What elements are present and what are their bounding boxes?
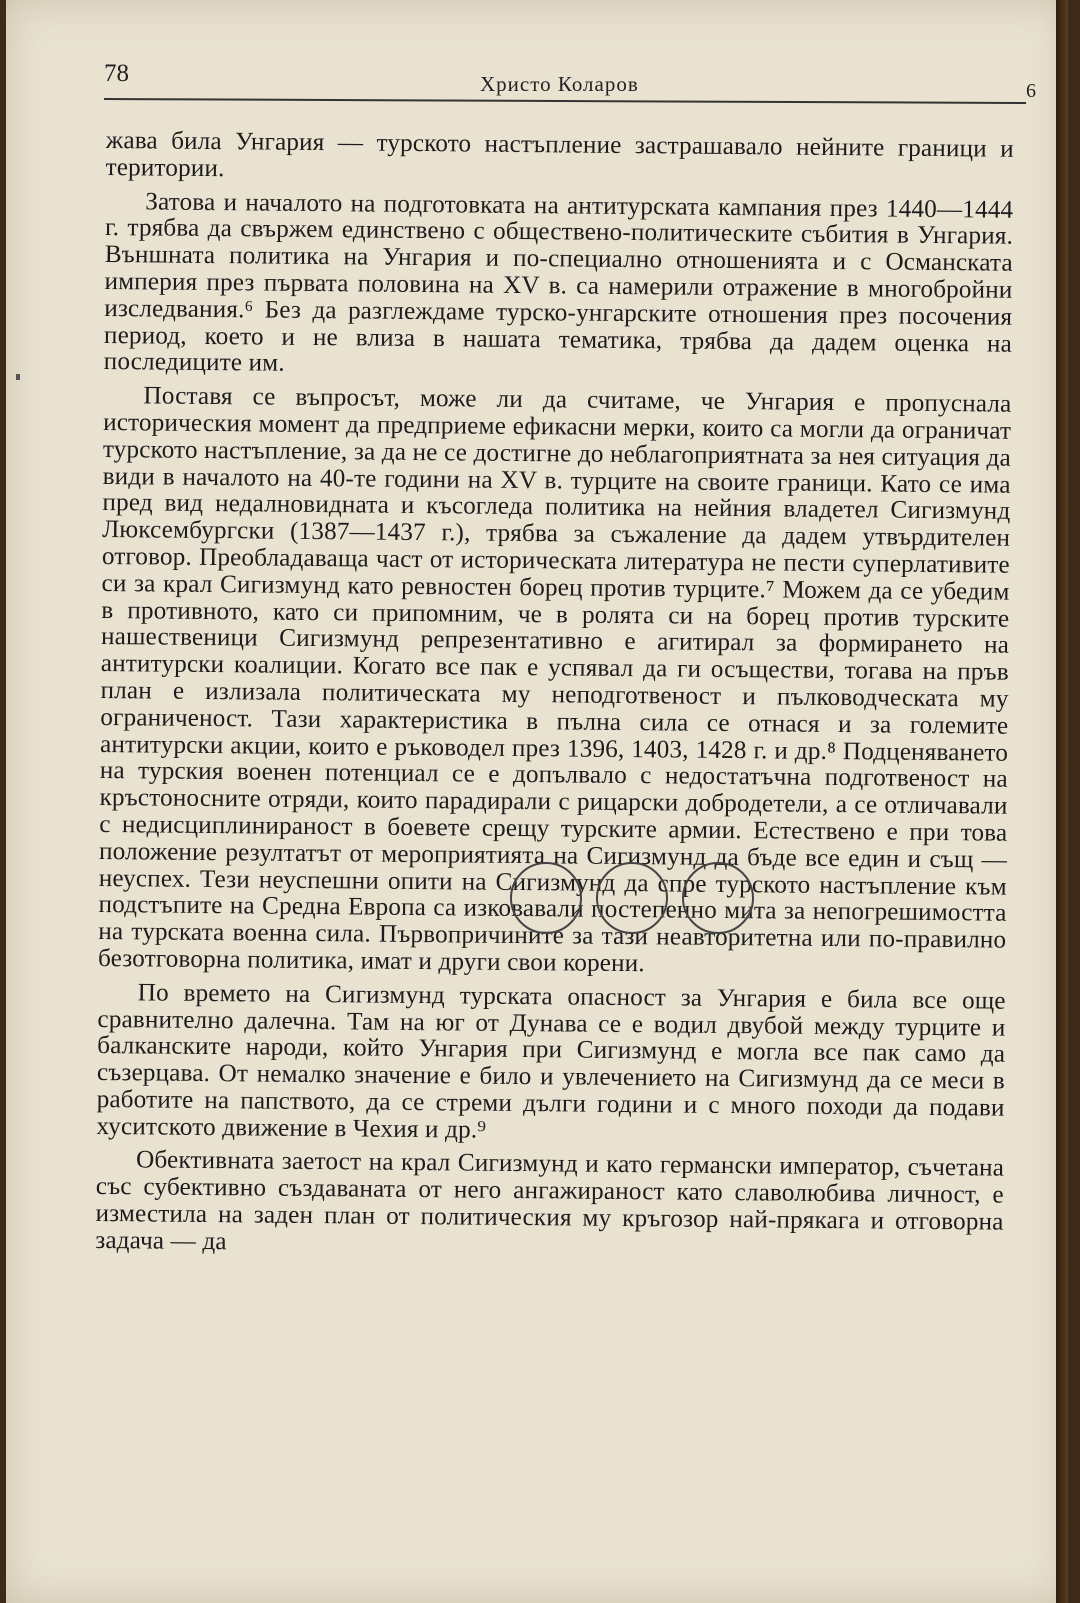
paragraph: Поставя се въпросът, може ли да считаме, че Унгария е пропуснала историческия момент да предприеме ефикасни мерки, които са могли да ограничат турското настъпление, за да не се достигне до неблагоприятната за нея ситуация да види в началото на 40-те години на XV в. турците на своите граници. Като се има пред вид недалновидната и късогледа политика на нейния владетел Сигизмунд Люксембургски (1387—1437 г.), трябва за съжаление да дадем утвърдителен отговор. Преобладаваща част от историческата литература не пести суперлативите си за крал Сигизмунд като ревностен борец против турците.⁷ Можем да се убедим в противното, като си припомним, че в ролята си на борец против турските нашественици Сигизмунд репрезентативно е агитирал за формирането на антитурски коалиции. Когато все пак е успявал да ги осъществи, тогава на пръв план е излизала политическата му неподготвеност и пълководческата му ограниченост. Тази характеристика в пълна сила се отнася и за големите антитурски акции, които е ръководел през 1396, 1403, 1428 г. и др.⁸ Подценяването на турския военен потенциал се е допълвало с недостатъчна подготвеност на кръстоносните отряди, които парадирали с рицарски добродетели, а се отличавали с недисциплинираност в боевете срещу турските армии. Естествено е при това положение резултатът от мероприятията на Сигизмунд да бъде все един и същ —неуспех. Тези неуспешни опити на Сигизмунд да спре турското настъпление към подстъпите на Средна Европа са изковавали постепенно мита за непогрешимостта на турската военна сила. Първопричините за тази неавторитетна или по-правилно безотговорна политика, имат и други свои корени. bbox=[97, 382, 1012, 978]
handwritten-circle bbox=[682, 862, 754, 934]
page-edge-shadow bbox=[1056, 0, 1068, 1603]
body-text bbox=[95, 128, 1014, 1263]
header-rule bbox=[104, 98, 1026, 104]
handwritten-circle bbox=[510, 862, 582, 934]
paragraph-continuation: жава била Унгария — турското настъпление застрашавало нейните граници и територии. bbox=[105, 127, 1014, 182]
paragraph: По времето на Сигизмунд турската опасност за Унгария е била все още сравнително далечна. Там на юг от Дунава се е водил двубой между турците и балканските народи, който Унгария при Сигизмунд е могла все пак само да съзерцава. От немалко значение е било и увлечението на Сигизмунд да се меси в работите на папството, да се стреми дълги години и с много походи да подави хуситското движение в Чехия и др.⁹ bbox=[96, 979, 1006, 1144]
running-head: Христо Коларов bbox=[480, 72, 639, 96]
handwritten-circle bbox=[596, 862, 668, 934]
corner-number: 6 bbox=[1026, 80, 1036, 102]
margin-mark bbox=[16, 374, 20, 380]
paragraph: Затова и началото на подготовката на антитурската кампания през 1440—1444 г. трябва да свържем единствено с обществено-политическите събития в Унгария. Външната политика на Унгария и по-специално отношенията и с Османската империя през първата половина на XV в. са намерили отражение в многобройни изследвания.⁶ Без да разглеждаме турско-унгарските отношения през посочения период, което и не влиза в нашата тематика, трябва да дадем оценка на последиците им. bbox=[103, 187, 1014, 378]
page-header bbox=[6, 0, 1068, 120]
page-number: 78 bbox=[104, 60, 129, 87]
paragraph: Обективната заетост на крал Сигизмунд и като германски император, съчетана със субективно създаваната от него ангажираност като славолюбива личност, е изместила на заден план от политическия му кръгозор най-прякага и отговорна задача — да bbox=[95, 1146, 1005, 1256]
book-page bbox=[6, 0, 1068, 1603]
